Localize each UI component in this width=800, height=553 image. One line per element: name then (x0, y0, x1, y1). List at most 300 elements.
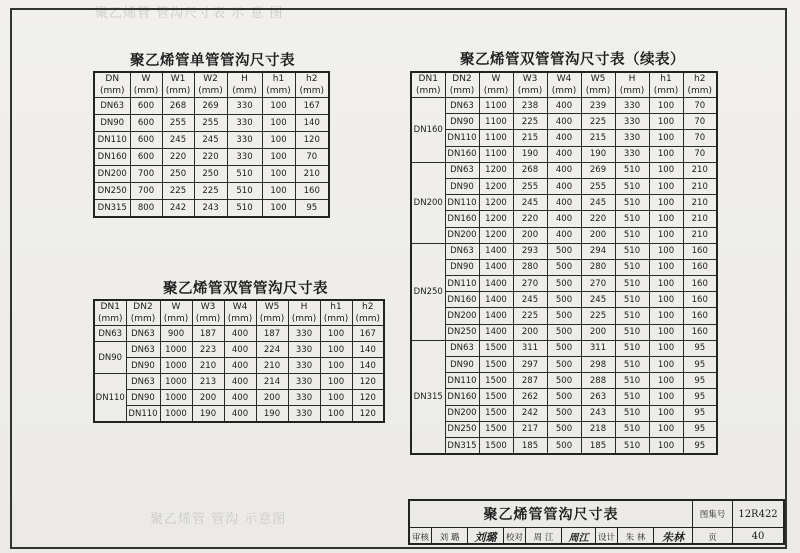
column-header: W3 (513, 72, 547, 85)
value-cell: 242 (162, 200, 194, 218)
table-row (411, 324, 717, 340)
value-cell: 210 (256, 358, 288, 374)
drawing-title-cell (410, 501, 693, 527)
value-cell: 1400 (479, 308, 513, 324)
value-cell: 330 (288, 358, 320, 374)
dn2-cell: DN110 (445, 195, 479, 211)
header-row (94, 85, 329, 98)
value-cell: 1500 (479, 389, 513, 405)
value-cell: 510 (615, 308, 649, 324)
value-cell: 187 (256, 326, 288, 342)
value-cell: 500 (547, 421, 581, 437)
table-row (411, 162, 717, 178)
value-cell: 1200 (479, 162, 513, 178)
table-row (94, 390, 384, 406)
value-cell: 245 (513, 292, 547, 308)
value-cell: 220 (513, 211, 547, 227)
dn2-cell: DN90 (445, 357, 479, 373)
value-cell: 280 (581, 259, 615, 275)
dn1-group-cell: DN200 (411, 162, 445, 243)
value-cell: 190 (581, 146, 615, 162)
value-cell: 100 (320, 326, 352, 342)
column-header: DN1 (94, 300, 126, 313)
value-cell: 160 (683, 243, 717, 259)
column-header: DN (94, 72, 130, 85)
column-header: h2 (295, 72, 329, 85)
value-cell: 200 (581, 324, 615, 340)
value-cell: 330 (288, 374, 320, 390)
value-cell: 500 (547, 276, 581, 292)
value-cell: 100 (649, 292, 683, 308)
single-pipe-table (93, 71, 330, 218)
dn2-cell: DN160 (445, 211, 479, 227)
design-name: 朱 林 (625, 532, 646, 543)
value-cell: 400 (547, 211, 581, 227)
column-header: h1 (649, 72, 683, 85)
value-cell: 220 (194, 149, 227, 166)
value-cell: 330 (227, 115, 262, 132)
column-header: W (160, 300, 192, 313)
value-cell: 220 (581, 211, 615, 227)
value-cell: 1000 (160, 342, 192, 358)
value-cell: 297 (513, 357, 547, 373)
table-row (94, 183, 329, 200)
design-signature: 朱林 (662, 530, 684, 544)
value-cell: 510 (615, 276, 649, 292)
column-unit: (mm) (547, 85, 581, 98)
value-cell: 225 (513, 114, 547, 130)
table-row (94, 98, 329, 115)
value-cell: 270 (513, 276, 547, 292)
dn-cell: DN90 (94, 115, 130, 132)
column-unit: (mm) (445, 85, 479, 98)
value-cell: 1000 (160, 390, 192, 406)
value-cell: 100 (262, 149, 295, 166)
value-cell: 1200 (479, 195, 513, 211)
table-row (411, 389, 717, 405)
value-cell: 500 (547, 243, 581, 259)
value-cell: 1400 (479, 324, 513, 340)
value-cell: 1000 (160, 374, 192, 390)
column-unit: (mm) (288, 313, 320, 326)
value-cell: 185 (513, 437, 547, 454)
value-cell: 100 (262, 200, 295, 218)
review-label: 审核 (411, 532, 429, 543)
review-name-cell (432, 528, 468, 545)
value-cell: 160 (683, 292, 717, 308)
dn2-cell: DN90 (126, 390, 160, 406)
value-cell: 100 (649, 389, 683, 405)
page-no-cell (733, 528, 783, 545)
table-row (411, 114, 717, 130)
drawing-title: 聚乙烯管管沟尺寸表 (483, 507, 619, 523)
value-cell: 1500 (479, 340, 513, 356)
value-cell: 120 (352, 374, 384, 390)
value-cell: 268 (513, 162, 547, 178)
table-row (411, 146, 717, 162)
table-row (94, 406, 384, 423)
value-cell: 1100 (479, 114, 513, 130)
value-cell: 330 (288, 342, 320, 358)
value-cell: 510 (615, 421, 649, 437)
header-row (411, 85, 717, 98)
value-cell: 100 (649, 308, 683, 324)
dn-cell: DN200 (94, 166, 130, 183)
column-header: W4 (224, 300, 256, 313)
dn2-cell: DN63 (445, 98, 479, 114)
value-cell: 330 (615, 114, 649, 130)
value-cell: 1200 (479, 211, 513, 227)
table-row (94, 374, 384, 390)
value-cell: 225 (581, 308, 615, 324)
value-cell: 330 (615, 98, 649, 114)
value-cell: 400 (547, 130, 581, 146)
value-cell: 311 (581, 340, 615, 356)
value-cell: 185 (581, 437, 615, 454)
column-unit: (mm) (352, 313, 384, 326)
dn2-cell: DN200 (445, 227, 479, 243)
dn2-cell: DN110 (126, 406, 160, 423)
value-cell: 510 (615, 357, 649, 373)
check-signature: 周江 (568, 533, 589, 544)
header-row (411, 72, 717, 85)
value-cell: 100 (649, 195, 683, 211)
dn2-cell: DN63 (126, 374, 160, 390)
dn2-cell: DN110 (445, 130, 479, 146)
column-header: DN2 (126, 300, 160, 313)
value-cell: 100 (649, 211, 683, 227)
value-cell: 330 (288, 326, 320, 342)
column-header: W (130, 72, 162, 85)
value-cell: 160 (683, 259, 717, 275)
column-header: W4 (547, 72, 581, 85)
value-cell: 100 (262, 166, 295, 183)
value-cell: 95 (683, 405, 717, 421)
value-cell: 510 (615, 259, 649, 275)
header-row (94, 72, 329, 85)
value-cell: 245 (581, 195, 615, 211)
value-cell: 100 (649, 324, 683, 340)
value-cell: 510 (227, 166, 262, 183)
column-unit: (mm) (227, 85, 262, 98)
value-cell: 100 (649, 405, 683, 421)
value-cell: 218 (581, 421, 615, 437)
dn-cell: DN63 (94, 98, 130, 115)
table-row (94, 166, 329, 183)
table-row (411, 292, 717, 308)
design-label: 设计 (597, 532, 615, 543)
column-unit: (mm) (649, 85, 683, 98)
value-cell: 215 (513, 130, 547, 146)
value-cell: 217 (513, 421, 547, 437)
value-cell: 510 (615, 340, 649, 356)
design-label-cell (596, 528, 618, 545)
dn2-cell: DN90 (445, 178, 479, 194)
value-cell: 280 (513, 259, 547, 275)
value-cell: 100 (262, 183, 295, 200)
table-row (411, 98, 717, 114)
column-header: W3 (192, 300, 224, 313)
table-row (94, 115, 329, 132)
column-header: DN2 (445, 72, 479, 85)
value-cell: 510 (615, 437, 649, 454)
dn1-group-cell: DN160 (411, 98, 445, 163)
dn1-group-cell: DN315 (411, 340, 445, 454)
column-unit: (mm) (94, 313, 126, 326)
value-cell: 400 (547, 162, 581, 178)
value-cell: 200 (513, 324, 547, 340)
cont-table-title: 聚乙烯管双管管沟尺寸表（续表） (460, 52, 685, 68)
value-cell: 238 (513, 98, 547, 114)
value-cell: 500 (547, 324, 581, 340)
value-cell: 200 (581, 227, 615, 243)
value-cell: 100 (649, 178, 683, 194)
table-row (411, 276, 717, 292)
value-cell: 400 (224, 374, 256, 390)
value-cell: 1400 (479, 276, 513, 292)
value-cell: 245 (194, 132, 227, 149)
value-cell: 250 (194, 166, 227, 183)
table-row (411, 130, 717, 146)
value-cell: 223 (192, 342, 224, 358)
bleed-through-text-top: 聚乙烯管 管沟尺寸表 示 意 图 (95, 6, 284, 21)
value-cell: 140 (295, 115, 329, 132)
value-cell: 70 (683, 146, 717, 162)
value-cell: 100 (649, 259, 683, 275)
value-cell: 120 (352, 406, 384, 423)
value-cell: 100 (649, 373, 683, 389)
value-cell: 330 (288, 406, 320, 423)
value-cell: 1000 (160, 358, 192, 374)
value-cell: 200 (192, 390, 224, 406)
value-cell: 100 (320, 374, 352, 390)
column-header: H (615, 72, 649, 85)
double-table-title: 聚乙烯管双管管沟尺寸表 (163, 281, 328, 297)
column-unit: (mm) (256, 313, 288, 326)
column-unit: (mm) (683, 85, 717, 98)
review-label-cell (410, 528, 432, 545)
value-cell: 245 (162, 132, 194, 149)
value-cell: 400 (547, 146, 581, 162)
value-cell: 1400 (479, 259, 513, 275)
atlas-no: 12R422 (738, 508, 778, 520)
dn2-cell: DN250 (445, 324, 479, 340)
table-row (411, 259, 717, 275)
column-header: W5 (581, 72, 615, 85)
dn-cell: DN315 (94, 200, 130, 218)
double-pipe-table (93, 299, 385, 423)
value-cell: 245 (513, 195, 547, 211)
value-cell: 298 (581, 357, 615, 373)
value-cell: 160 (683, 276, 717, 292)
value-cell: 510 (615, 243, 649, 259)
value-cell: 225 (194, 183, 227, 200)
dn1-group-cell: DN250 (411, 243, 445, 340)
column-header: W2 (194, 72, 227, 85)
value-cell: 400 (547, 195, 581, 211)
dn2-cell: DN63 (126, 342, 160, 358)
column-unit: (mm) (581, 85, 615, 98)
value-cell: 270 (581, 276, 615, 292)
column-unit: (mm) (615, 85, 649, 98)
column-header: W1 (162, 72, 194, 85)
value-cell: 400 (547, 178, 581, 194)
value-cell: 100 (320, 390, 352, 406)
column-unit: (mm) (224, 313, 256, 326)
value-cell: 500 (547, 292, 581, 308)
value-cell: 95 (295, 200, 329, 218)
value-cell: 400 (547, 98, 581, 114)
dn2-cell: DN90 (445, 114, 479, 130)
value-cell: 100 (649, 162, 683, 178)
value-cell: 190 (192, 406, 224, 423)
dn2-cell: DN160 (445, 389, 479, 405)
review-name: 刘 璐 (439, 532, 460, 543)
value-cell: 700 (130, 166, 162, 183)
page-label: 页 (708, 532, 717, 543)
value-cell: 600 (130, 132, 162, 149)
value-cell: 160 (683, 308, 717, 324)
value-cell: 400 (224, 406, 256, 423)
column-header: h2 (683, 72, 717, 85)
value-cell: 95 (683, 421, 717, 437)
value-cell: 400 (224, 342, 256, 358)
table-row (411, 211, 717, 227)
value-cell: 400 (224, 326, 256, 342)
value-cell: 510 (615, 373, 649, 389)
table-row (411, 437, 717, 454)
column-unit: (mm) (160, 313, 192, 326)
value-cell: 70 (295, 149, 329, 166)
value-cell: 100 (320, 406, 352, 423)
value-cell: 160 (683, 324, 717, 340)
table-row (411, 405, 717, 421)
value-cell: 225 (581, 114, 615, 130)
value-cell: 100 (320, 342, 352, 358)
value-cell: 269 (194, 98, 227, 115)
check-label-cell (504, 528, 526, 545)
value-cell: 215 (581, 130, 615, 146)
dn2-cell: DN250 (445, 421, 479, 437)
column-unit: (mm) (320, 313, 352, 326)
double-pipe-table-continued (410, 71, 718, 455)
value-cell: 400 (547, 114, 581, 130)
value-cell: 100 (649, 421, 683, 437)
value-cell: 100 (262, 132, 295, 149)
value-cell: 330 (615, 146, 649, 162)
value-cell: 1500 (479, 357, 513, 373)
value-cell: 600 (130, 98, 162, 115)
table-row (411, 421, 717, 437)
value-cell: 1500 (479, 421, 513, 437)
value-cell: 330 (227, 149, 262, 166)
table-row (94, 326, 384, 342)
table-row (411, 243, 717, 259)
value-cell: 500 (547, 373, 581, 389)
dn2-cell: DN90 (126, 358, 160, 374)
value-cell: 1200 (479, 178, 513, 194)
value-cell: 220 (162, 149, 194, 166)
dn-cell: DN250 (94, 183, 130, 200)
dn-cell: DN160 (94, 149, 130, 166)
check-name: 周 江 (533, 532, 554, 543)
value-cell: 239 (581, 98, 615, 114)
check-label: 校对 (505, 532, 523, 543)
value-cell: 100 (262, 115, 295, 132)
value-cell: 100 (320, 358, 352, 374)
value-cell: 800 (130, 200, 162, 218)
value-cell: 95 (683, 389, 717, 405)
value-cell: 311 (513, 340, 547, 356)
table-row (411, 195, 717, 211)
dn2-cell: DN200 (445, 405, 479, 421)
value-cell: 1500 (479, 405, 513, 421)
table-row (411, 227, 717, 243)
dn1-group-cell: DN90 (94, 342, 126, 374)
value-cell: 1100 (479, 130, 513, 146)
value-cell: 95 (683, 340, 717, 356)
column-unit: (mm) (126, 313, 160, 326)
value-cell: 210 (683, 178, 717, 194)
value-cell: 255 (194, 115, 227, 132)
table-row (411, 178, 717, 194)
value-cell: 243 (194, 200, 227, 218)
value-cell: 187 (192, 326, 224, 342)
value-cell: 255 (513, 178, 547, 194)
value-cell: 287 (513, 373, 547, 389)
value-cell: 210 (683, 211, 717, 227)
table-row (411, 340, 717, 356)
column-unit: (mm) (162, 85, 194, 98)
value-cell: 268 (162, 98, 194, 115)
value-cell: 100 (649, 130, 683, 146)
value-cell: 100 (649, 276, 683, 292)
column-header: h1 (262, 72, 295, 85)
value-cell: 100 (649, 114, 683, 130)
value-cell: 288 (581, 373, 615, 389)
value-cell: 213 (192, 374, 224, 390)
value-cell: 255 (162, 115, 194, 132)
value-cell: 224 (256, 342, 288, 358)
value-cell: 140 (352, 342, 384, 358)
value-cell: 900 (160, 326, 192, 342)
value-cell: 400 (224, 358, 256, 374)
dn2-cell: DN63 (445, 162, 479, 178)
value-cell: 500 (547, 357, 581, 373)
atlas-no-label: 图集号 (699, 510, 726, 520)
column-header: h2 (352, 300, 384, 313)
column-header: h1 (320, 300, 352, 313)
value-cell: 269 (581, 162, 615, 178)
column-unit: (mm) (130, 85, 162, 98)
value-cell: 600 (130, 115, 162, 132)
value-cell: 210 (683, 195, 717, 211)
value-cell: 200 (256, 390, 288, 406)
table-row (94, 149, 329, 166)
value-cell: 293 (513, 243, 547, 259)
column-unit: (mm) (194, 85, 227, 98)
dn2-cell: DN160 (445, 146, 479, 162)
value-cell: 330 (227, 98, 262, 115)
value-cell: 250 (162, 166, 194, 183)
value-cell: 100 (649, 340, 683, 356)
column-unit: (mm) (262, 85, 295, 98)
value-cell: 1400 (479, 292, 513, 308)
value-cell: 1100 (479, 98, 513, 114)
value-cell: 500 (547, 405, 581, 421)
atlas-no-label-cell (693, 501, 733, 527)
single-table-title: 聚乙烯管单管管沟尺寸表 (130, 53, 295, 69)
